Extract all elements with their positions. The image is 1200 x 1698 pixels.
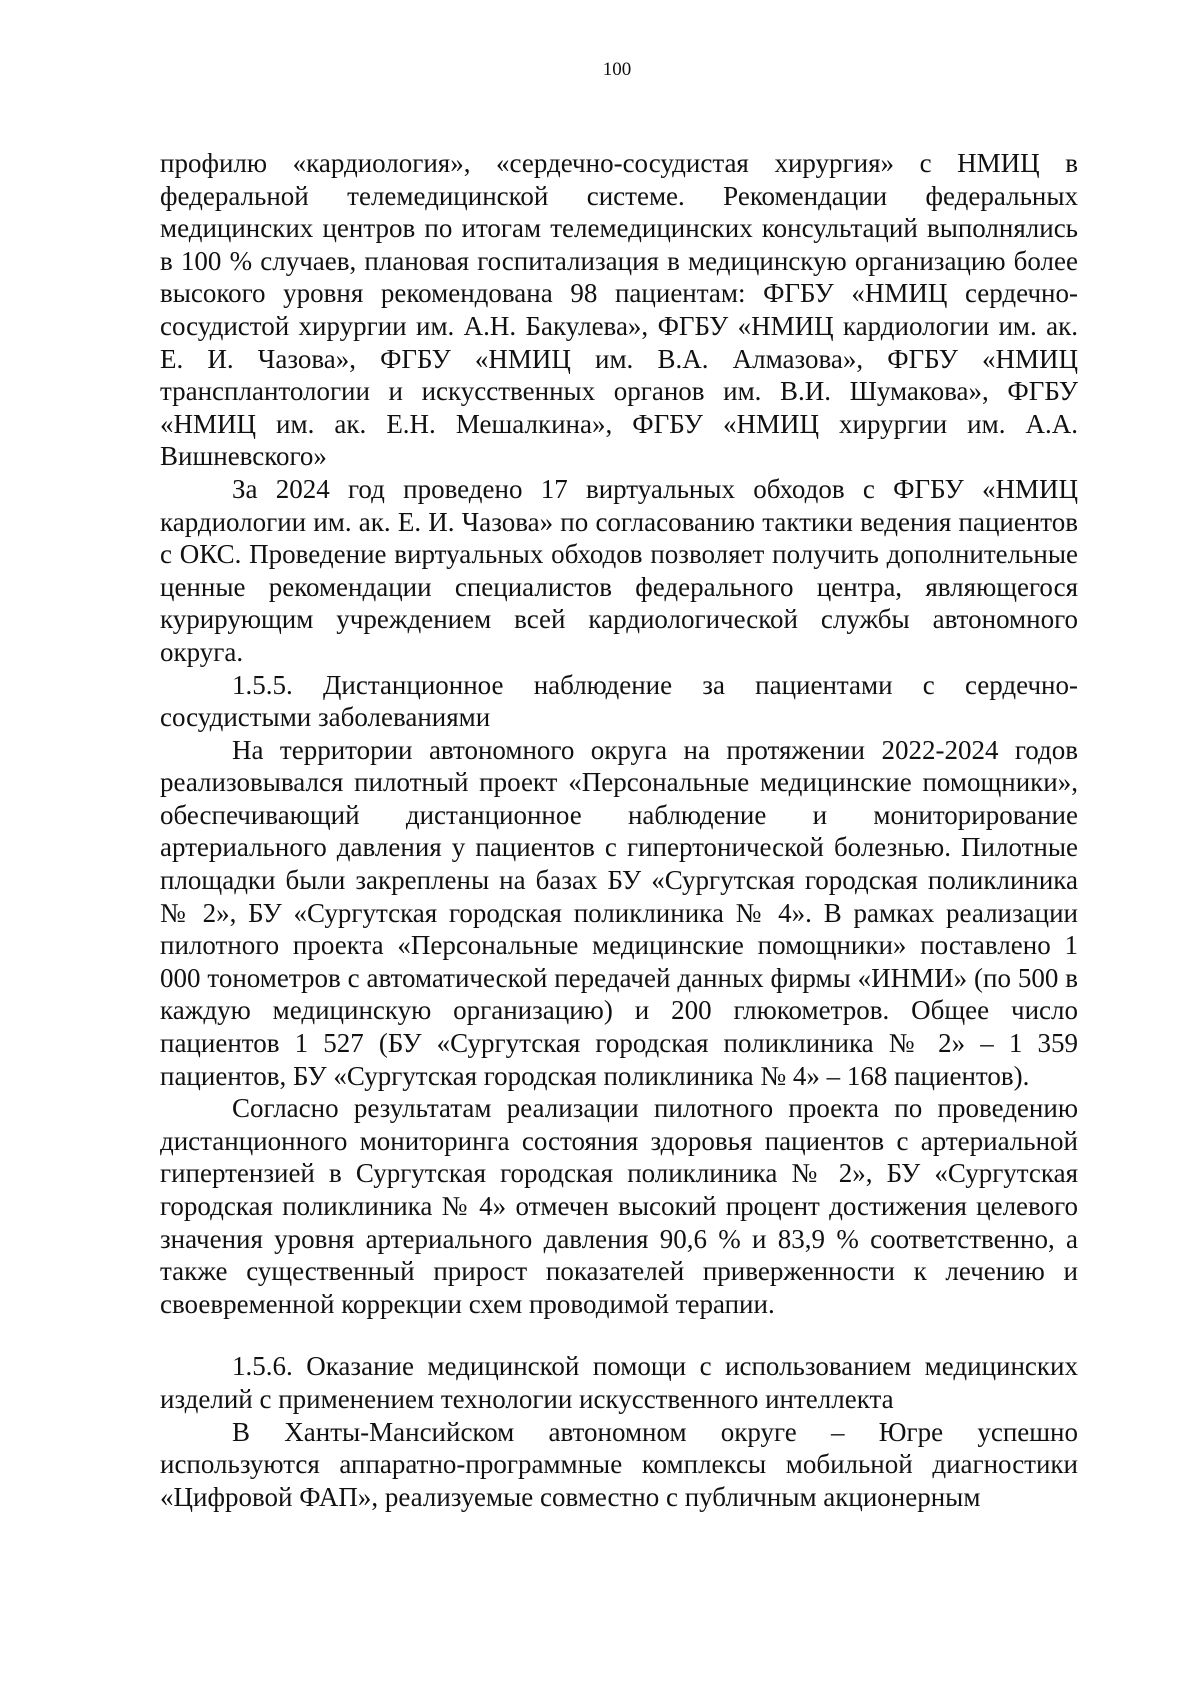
paragraph-telemedicine-consultations: профилю «кардиология», «сердечно-сосудистая хирургия» с НМИЦ в федеральной телемедицинской системе. Рекомендации федеральных медицинских центров по итогам телемедицинских консультаций выполнялись в 100 % случаев, плановая госпитализация в медицинскую организацию более высокого уровня рекомендована 98 пациентам: ФГБУ «НМИЦ сердечно-сосудистой хирургии им. А.Н. Бакулева», ФГБУ «НМИЦ кардиологии им. ак. Е. И. Чазова», ФГБУ «НМИЦ им. В.А. Алмазова», ФГБУ «НМИЦ трансплантологии и искусственных органов им. В.И. Шумакова», ФГБУ «НМИЦ им. ак. Е.Н. Мешалкина», ФГБУ «НМИЦ хирургии им. А.А. Вишневского» — [160, 148, 1078, 472]
paragraph-virtual-rounds: За 2024 год проведено 17 виртуальных обходов с ФГБУ «НМИЦ кардиологии им. ак. Е. И. Чазова» по согласованию тактики ведения пациентов с ОКС. Проведение виртуальных обходов позволяет получить дополнительные ценные рекомендации специалистов федерального центра, являющегося курирующим учреждением всей кардиологической службы автономного округа. — [160, 473, 1078, 667]
paragraph-digital-fap: В Ханты-Мансийском автономном округе – Югре успешно используются аппаратно-программные комплексы мобильной диагностики «Цифровой ФАП», реализуемые совместно с публичным акционерным — [160, 1416, 1078, 1512]
page-number: 100 — [602, 59, 632, 80]
paragraph-pilot-project: На территории автономного округа на протяжении 2022-2024 годов реализовывался пилотный проект «Персональные медицинские помощники», обеспечивающий дистанционное наблюдение и мониторирование артериального давления у пациентов с гипертонической болезнью. Пилотные площадки были закреплены на базах БУ «Сургутская городская поликлиника № 2», БУ «Сургутская городская поликлиника № 4». В рамках реализации пилотного проекта «Персональные медицинские помощники» поставлено 1 000 тонометров с автоматической передачей данных фирмы «ИНМИ» (по 500 в каждую медицинскую организацию) и 200 глюкометров. Общее число пациентов 1 527 (БУ «Сургутская городская поликлиника № 2» – 1 359 пациентов, БУ «Сургутская городская поликлиника № 4» – 168 пациентов). — [160, 734, 1078, 1091]
section-heading-1-5-6: 1.5.6. Оказание медицинской помощи с использованием медицинских изделий с применением технологии искусственного интеллекта — [160, 1351, 1078, 1414]
document-body — [160, 147, 1078, 1513]
paragraph-gap — [160, 1320, 1078, 1350]
section-heading-1-5-5: 1.5.5. Дистанционное наблюдение за пациентами с сердечно-сосудистыми заболеваниями — [160, 669, 1078, 733]
paragraph-pilot-results: Согласно результатам реализации пилотного проекта по проведению дистанционного мониторинга состояния здоровья пациентов с артериальной гипертензией в Сургутская городская поликлиника № 2», БУ «Сургутская городская поликлиника № 4» отмечен высокий процент достижения целевого значения уровня артериального давления 90,6 % и 83,9 % соответственно, а также существенный прирост показателей приверженности к лечению и своевременной коррекции схем проводимой терапии. — [160, 1093, 1078, 1319]
